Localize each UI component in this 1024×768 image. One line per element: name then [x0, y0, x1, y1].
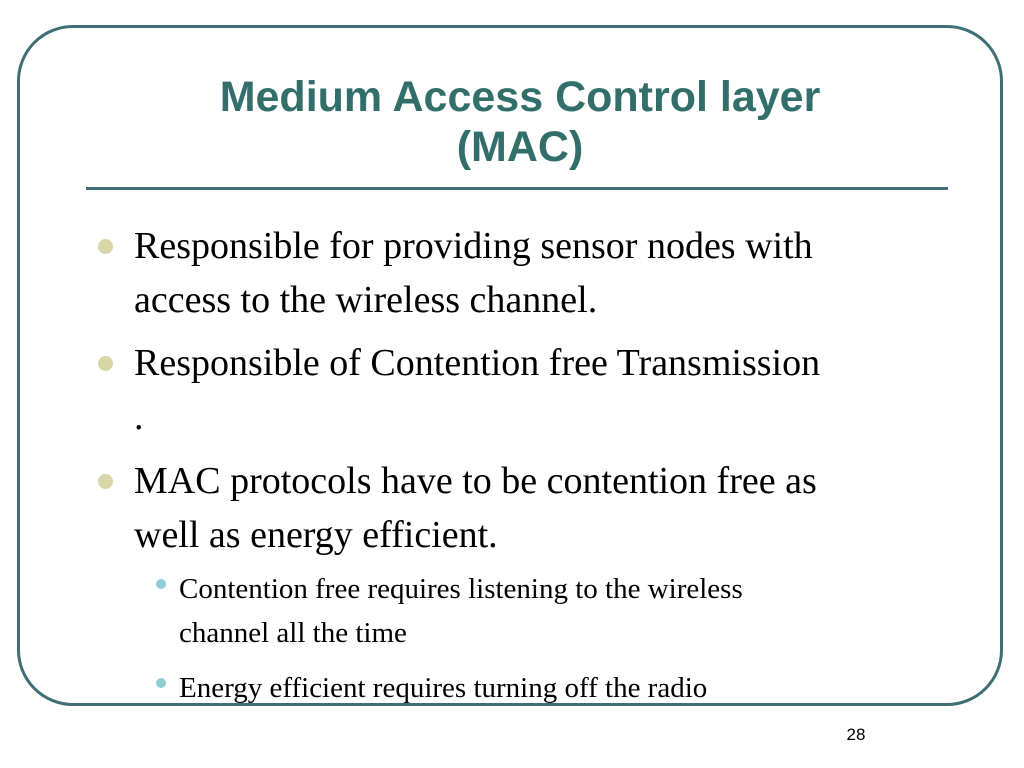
bullet-item-2	[134, 336, 954, 444]
bullet-1-line-1: Responsible for providing sensor nodes with	[134, 225, 813, 267]
bullet-1-line-2: access to the wireless channel.	[134, 279, 598, 321]
sub-bullet-dot-icon	[156, 579, 166, 589]
bullet-dot-icon	[98, 239, 113, 254]
bullet-dot-icon	[98, 356, 113, 371]
title-line-1: Medium Access Control layer	[219, 73, 821, 121]
bullet-3-line-1: MAC protocols have to be contention free as	[134, 460, 817, 502]
sub-bullet-item-1	[179, 567, 949, 655]
bullet-2-line-1: Responsible of Contention free Transmission	[134, 342, 821, 384]
bullet-item-3	[134, 454, 954, 562]
bullet-item-1	[134, 219, 954, 327]
bullet-2-line-2: .	[134, 396, 144, 438]
sub-bullet-2-line-1: Energy efficient requires turning off the radio	[179, 672, 708, 704]
title-line-2: (MAC)	[456, 123, 584, 171]
bullet-3-line-2: well as energy efficient.	[134, 514, 498, 556]
sub-bullet-item-2	[179, 666, 949, 710]
sub-bullet-1-line-2: channel all the time	[179, 617, 407, 649]
bullet-dot-icon	[98, 474, 113, 489]
sub-bullet-1-line-1: Contention free requires listening to the wireless	[179, 573, 743, 605]
sub-bullet-dot-icon	[156, 678, 166, 688]
page-number: 28	[846, 725, 866, 744]
